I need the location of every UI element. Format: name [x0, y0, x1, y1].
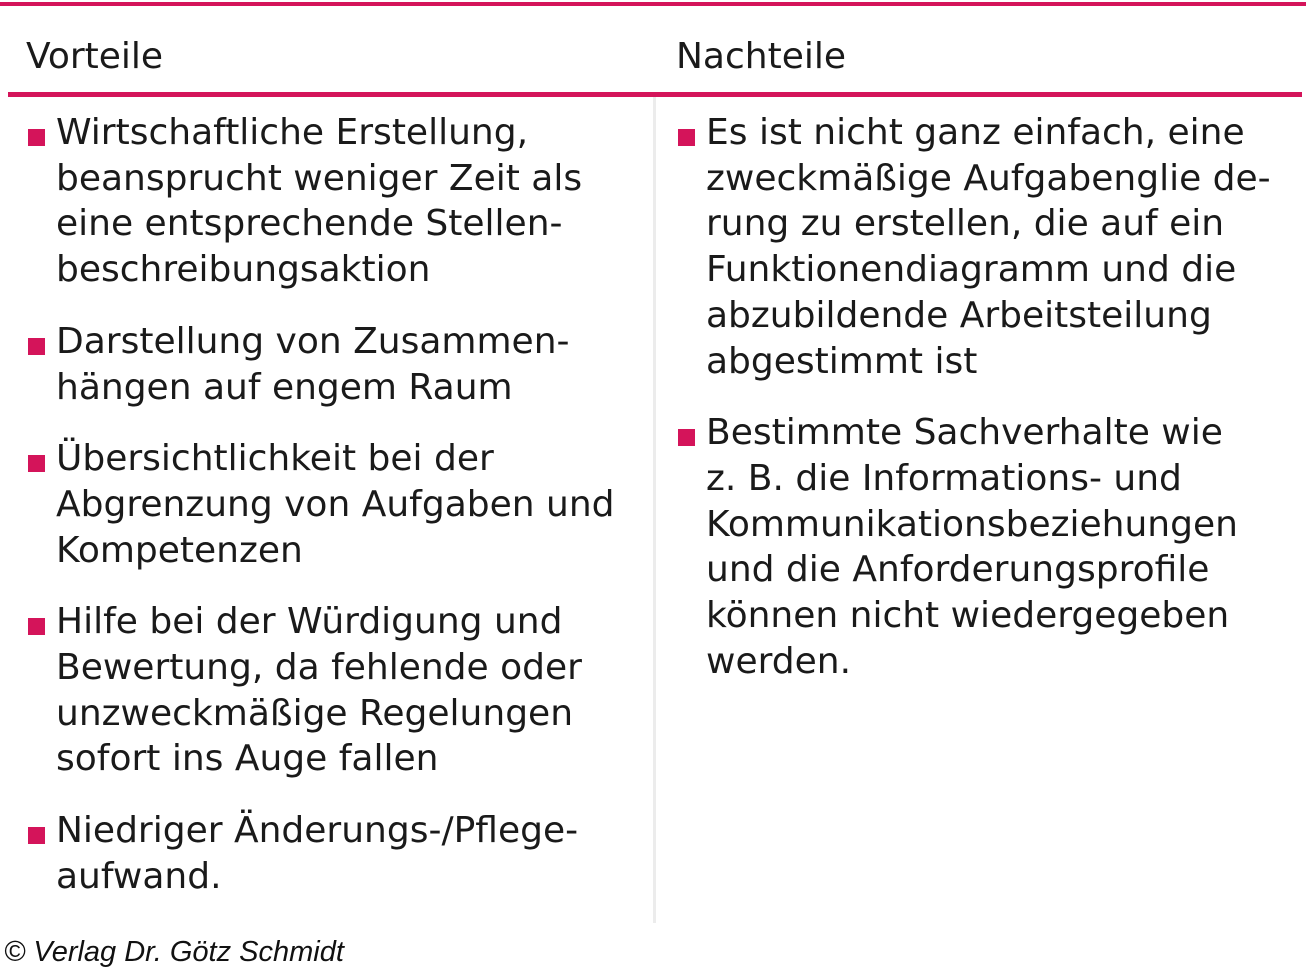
item-line: unzweckmäßige Regelungen — [56, 692, 574, 734]
item-line: Übersichtlichkeit bei der — [56, 438, 494, 480]
square-bullet-icon — [678, 129, 695, 146]
item-line: Abgrenzung von Aufgaben und — [56, 483, 615, 525]
item-line: Darstellung von Zusammen- — [56, 320, 570, 362]
square-bullet-icon — [28, 338, 45, 355]
square-bullet-icon — [28, 618, 45, 635]
item-line: abgestimmt ist — [706, 340, 978, 382]
nachteil-item — [678, 410, 1278, 684]
item-line: Kompetenzen — [56, 529, 303, 571]
nachteil-item — [678, 110, 1278, 384]
item-line: Bewertung, da fehlende oder — [56, 647, 582, 689]
square-bullet-icon — [28, 827, 45, 844]
item-line: beschreibungsaktion — [56, 249, 431, 291]
item-line: sofort ins Auge fallen — [56, 738, 439, 780]
item-line: Kommunikationsbeziehungen — [706, 503, 1238, 545]
item-line: Hilfe bei der Würdigung und — [56, 601, 563, 643]
item-line: können nicht wiedergegeben — [706, 595, 1230, 637]
header-nachteile: Nachteile — [676, 36, 847, 77]
item-line: z. B. die Informations- und — [706, 457, 1182, 499]
item-line: eine entsprechende Stellen- — [56, 203, 563, 245]
item-line: und die Anforderungsprofile — [706, 549, 1210, 591]
item-line: hängen auf engem Raum — [56, 366, 513, 408]
item-line: Es ist nicht ganz einfach, eine — [706, 112, 1245, 153]
item-line: Funktionendiagramm und die — [706, 249, 1237, 291]
square-bullet-icon — [28, 129, 45, 146]
vorteil-item — [28, 599, 628, 782]
header-vorteile: Vorteile — [26, 36, 164, 77]
nachteile-column — [678, 110, 1278, 710]
vorteil-item — [28, 110, 628, 293]
item-line: Bestimmte Sachverhalte wie — [706, 412, 1223, 454]
item-line: abzubildende Arbeitsteilung — [706, 294, 1212, 336]
vorteil-item — [28, 319, 628, 410]
item-line: zweckmäßige Aufgabenglie de- — [706, 157, 1271, 199]
square-bullet-icon — [28, 455, 45, 472]
column-divider — [653, 97, 656, 923]
vorteil-item — [28, 436, 628, 573]
item-line: beansprucht weniger Zeit als — [56, 157, 583, 199]
table-header — [0, 6, 1306, 92]
vorteil-item — [28, 808, 628, 899]
item-line: Wirtschaftliche Erstellung, — [56, 112, 529, 153]
item-line: Niedriger Änderungs-/Pflege- — [56, 810, 579, 852]
item-line: werden. — [706, 640, 852, 682]
item-line: rung zu erstellen, die auf ein — [706, 203, 1225, 245]
copyright-notice: © Verlag Dr. Götz Schmidt — [4, 936, 344, 968]
square-bullet-icon — [678, 429, 695, 446]
vorteile-column — [28, 110, 628, 926]
item-line: aufwand. — [56, 855, 222, 897]
